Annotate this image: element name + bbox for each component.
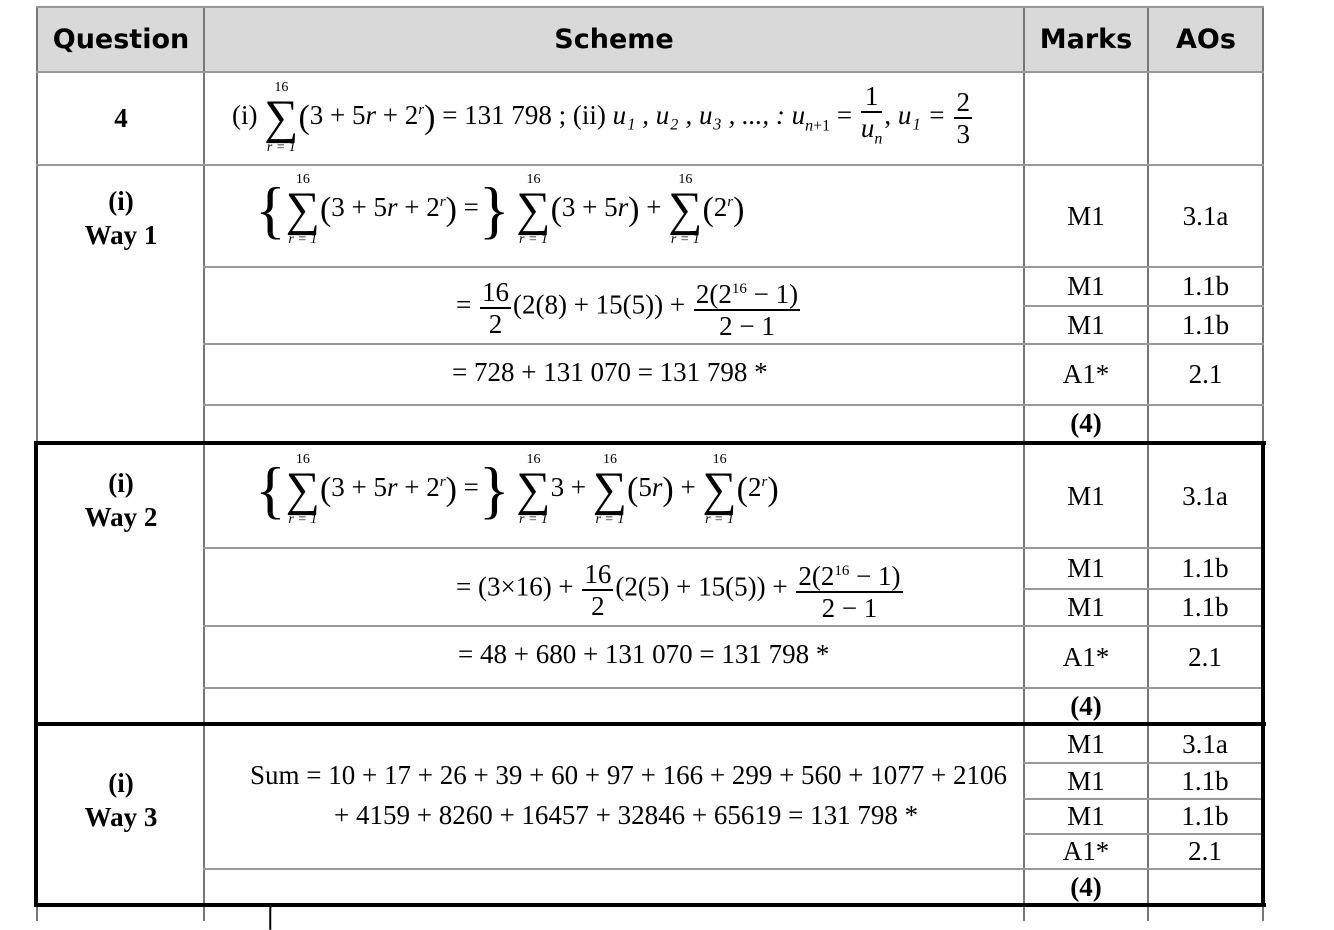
way1-total: (4): [1070, 408, 1102, 438]
grid-line: [36, 6, 1264, 8]
way3-mark: M1: [1067, 801, 1105, 831]
way1-ao: 2.1: [1188, 359, 1223, 389]
question-statement: (i) 16 ∑ r = 1 $(3 + 5r + 2^r) = 131$ 798 ; (ii) u₁ , u₂ , u₃ , ..., : $u_{n+1}$ = $\frac{1}{u_n}$ , u₁ = $\frac{2}{3}$: [232, 80, 970, 155]
way2-mark: M1: [1067, 592, 1105, 622]
way1-label: [38, 184, 204, 252]
way1-line2-terms: (2(8) + 15(5)) +: [512, 289, 686, 320]
grid-line: [36, 71, 1264, 73]
way2-line1: { 16 ∑ r = 1 $(3 + 5r + 2^r)$ =} 16 ∑ r = 1 3 + 16 ∑ r = 1 (5r) + 16 ∑ r = 1 (2$^r$): [255, 452, 779, 527]
way2-total: (4): [1070, 690, 1102, 721]
way1-part: (i): [108, 186, 134, 216]
question-number: 4: [114, 103, 128, 133]
way1-mark: M1: [1067, 309, 1105, 340]
way1-frac-num: 16: [481, 276, 509, 307]
way3-part: (i): [108, 768, 134, 798]
way3-total: (4): [1070, 871, 1102, 902]
way3-ao: 1.1b: [1181, 765, 1229, 796]
statement-ii-label: (ii): [572, 100, 606, 131]
way3-ao: 1.1b: [1181, 801, 1229, 831]
u1-numerator: 2: [956, 87, 970, 117]
way1-line2-equals: =: [456, 289, 478, 320]
way1-line3: = 728 + 131 070 = 131 798 *: [452, 357, 768, 387]
way2-ao: 1.1b: [1181, 553, 1229, 583]
way3-label: [38, 766, 204, 834]
way1-ao: 1.1b: [1181, 271, 1230, 301]
header-scheme: Scheme: [205, 7, 1023, 71]
way1-mark: M1: [1067, 200, 1105, 231]
header-question: Question: [38, 7, 204, 71]
way3-line2: + 4159 + 8260 + 16457 + 32846 + 65619 = 131 798 *: [334, 800, 919, 830]
next-row-brace: ⎧: [262, 904, 279, 929]
way2-ao: 1.1b: [1181, 592, 1229, 622]
header-aos: AOs: [1149, 7, 1263, 71]
u1-label: u₁ =: [897, 100, 946, 131]
way2-ao: 3.1a: [1182, 480, 1228, 511]
way1-frac2-den: 2 − 1: [719, 311, 775, 341]
way2-mark: M1: [1067, 553, 1105, 583]
way1-mark: A1*: [1062, 359, 1110, 389]
way2-part: (i): [108, 468, 134, 498]
way1-ao: 3.1a: [1182, 200, 1229, 231]
way3-mark: M1: [1067, 728, 1105, 759]
way3-ao: 2.1: [1188, 836, 1222, 866]
way2-ao: 2.1: [1188, 641, 1222, 672]
way2-mark: M1: [1067, 480, 1105, 511]
statement-i-value: = 131 798 ;: [442, 100, 567, 131]
way3-mark: M1: [1067, 765, 1105, 796]
way2-line2-terms: (2(5) + 15(5)) +: [615, 571, 788, 602]
way2-line2-prefix: = (3×16) +: [456, 571, 574, 602]
sigma-symbol: 16 ∑ r = 1: [264, 80, 299, 155]
way1-line2: = $\frac{16}{2}$ (2(8) + 15(5)) + $\frac{2(2^{16} - 1)}{2 - 1}$: [456, 274, 802, 341]
way3-line1: Sum = 10 + 17 + 26 + 39 + 60 + 97 + 166 + 299 + 560 + 1077 + 2106: [250, 760, 1008, 790]
way1-line1: { 16 ∑ r = 1 $(3 + 5r + 2^r)$ =} 16 ∑ r = 1 (3 + 5r) + 16 ∑ r = 1 (2$^r$): [255, 172, 745, 247]
way1-frac-den: 2: [488, 308, 503, 339]
way1-ao: 1.1b: [1181, 309, 1230, 340]
way2-label: [38, 466, 204, 534]
thick-border: [1261, 441, 1265, 907]
header-marks: Marks: [1025, 7, 1147, 71]
way3-mark: A1*: [1062, 836, 1110, 866]
way2-line3: = 48 + 680 + 131 070 = 131 798 *: [458, 639, 830, 669]
way2-mark: A1*: [1062, 641, 1110, 672]
u1-denominator: 3: [956, 119, 970, 149]
way2-way: Way 2: [84, 502, 158, 532]
way3-ao: 3.1a: [1182, 728, 1228, 759]
sequence-terms: u₁ , u₂ , u₃ , ..., :: [612, 100, 785, 131]
way3-way: Way 3: [84, 802, 158, 832]
way1-way: Way 1: [84, 220, 158, 250]
way2-line2: = (3×16) + $\frac{16}{2}$ (2(5) + 15(5)) + $\frac{2(2^{16} - 1)}{2 - 1}$: [456, 556, 905, 623]
statement-i-label: (i): [232, 100, 258, 131]
way1-mark: M1: [1067, 271, 1105, 301]
